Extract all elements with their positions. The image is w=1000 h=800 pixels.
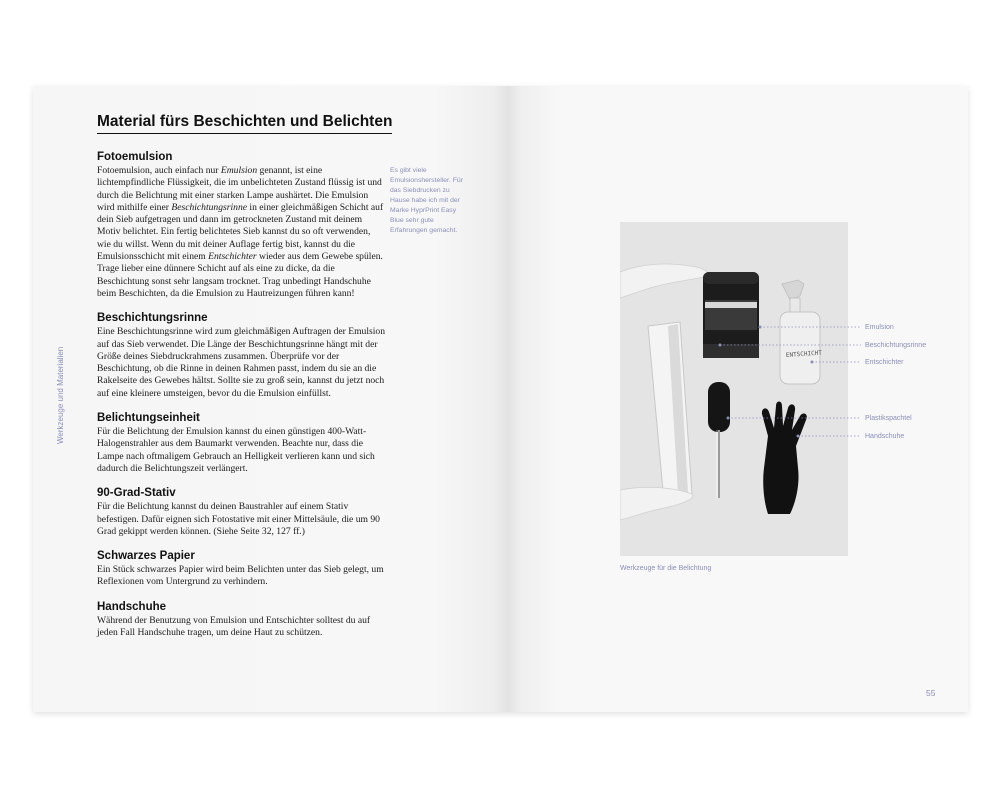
chapter-title: Material fürs Beschichten und Belichten bbox=[97, 113, 392, 134]
section-fotoemulsion bbox=[97, 150, 385, 300]
section-belichtungseinheit bbox=[97, 411, 385, 475]
section-heading: Belichtungseinheit bbox=[97, 412, 200, 425]
callout-handschuhe: Handschuhe bbox=[865, 433, 905, 440]
section-paragraph: Fotoemulsion, auch einfach nur Emulsion genannt, ist eine lichtempfindliche Flüssigkeit, die im unbelichteten Zustand flüssig ist und durch die Belichtung mit einer starken Lampe aushärtet. Die Emulsion wird mithilfe einer Beschichtungsrinne in einer gleichmäßigen Schicht auf dein Sieb aufgetragen und dann im getrockneten Zustand mit deinem Motiv belichtet. Ein fertig belichtetes Sieb kannst du so oft verwenden, wie du willst. Wenn du mit deiner Auflage fertig bist, kannst du die Emulsionsschicht mit einem Entschichter wieder aus dem Gewebe spülen. Trage lieber eine dünnere Schicht auf als eine zu dicke, da die Beschichtung sonst sehr langsam trocknet. Trag unbedingt Handschuhe beim Beschichten, da die Emulsion zu Hautreizungen führen kann! bbox=[97, 165, 384, 299]
callout-beschichtungsrinne: Beschichtungsrinne bbox=[865, 342, 927, 349]
section-heading: Beschichtungsrinne bbox=[97, 312, 208, 325]
section-paragraph: Eine Beschichtungsrinne wird zum gleichmäßigen Auftragen der Emulsion auf das Sieb verwendet. Die Länge der Beschichtungsrinne hängt mit der Größe deines Siebdruckrahmens zusammen. Überprüfe vor der Beschichtung, ob die Rinne in deinen Rahmen passt, indem du sie an die Rakelseite des Gewebes hältst. Sollte sie zu groß sein, kannst du jetzt noch auf eine kleinere umsteigen, bevor du die Emulsion einfüllst. bbox=[97, 326, 386, 399]
section-paragraph: Während der Benutzung von Emulsion und Entschichter solltest du auf jeden Fall Handschuhe tragen, um deine Haut zu schützen. bbox=[97, 614, 371, 639]
section-heading: 90-Grad-Stativ bbox=[97, 487, 176, 500]
section-beschichtungsrinne bbox=[97, 311, 385, 400]
section-paragraph: Für die Belichtung der Emulsion kannst du einen günstigen 400-Watt-Halogenstrahler aus dem Baumarkt verwenden. Beachte nur, dass die Lampe nach oftmaligem Gebrauch an Helligkeit verlieren kann und sich dadurch die Belichtungszeit verlängert. bbox=[97, 426, 375, 474]
section-heading: Schwarzes Papier bbox=[97, 550, 195, 563]
callout-plastikspachtel: Plastikspachtel bbox=[865, 415, 912, 422]
section-heading: Fotoemulsion bbox=[97, 151, 173, 163]
margin-note: Es gibt viele Emulsionshersteller. Für das Siebdrucken zu Hause habe ich mit der Marke HyprPrint Easy Blue sehr gute Erfahrungen gemacht. bbox=[390, 167, 463, 234]
body-text bbox=[97, 150, 385, 650]
section-schwarzes-papier bbox=[97, 549, 385, 589]
section-handschuhe bbox=[97, 600, 385, 640]
emulsion-jar bbox=[703, 272, 759, 358]
section-90-grad-stativ bbox=[97, 486, 385, 538]
page-number: 55 bbox=[926, 688, 936, 698]
section-paragraph: Ein Stück schwarzes Papier wird beim Belichten unter das Sieb gelegt, um Reflexionen vom Untergrund zu verhindern. bbox=[97, 564, 384, 588]
bottle-label: ENTSCHICHT bbox=[785, 349, 823, 359]
section-heading: Handschuhe bbox=[97, 600, 167, 613]
callout-entschichter: Entschichter bbox=[865, 359, 904, 366]
section-paragraph: Für die Belichtung kannst du deinen Baustrahler auf einem Stativ befestigen. Dafür eignen sich Fotostative mit einer Mittelsäule, die um 90 Grad gekippt werden können. (Siehe Seite 32, 127 ff.) bbox=[97, 501, 380, 537]
running-side-label: Werkzeuge und Materialien bbox=[56, 346, 65, 444]
tools-photo bbox=[620, 222, 848, 556]
callout-emulsion: Emulsion bbox=[865, 324, 894, 331]
figure-caption: Werkzeuge für die Belichtung bbox=[620, 565, 712, 572]
